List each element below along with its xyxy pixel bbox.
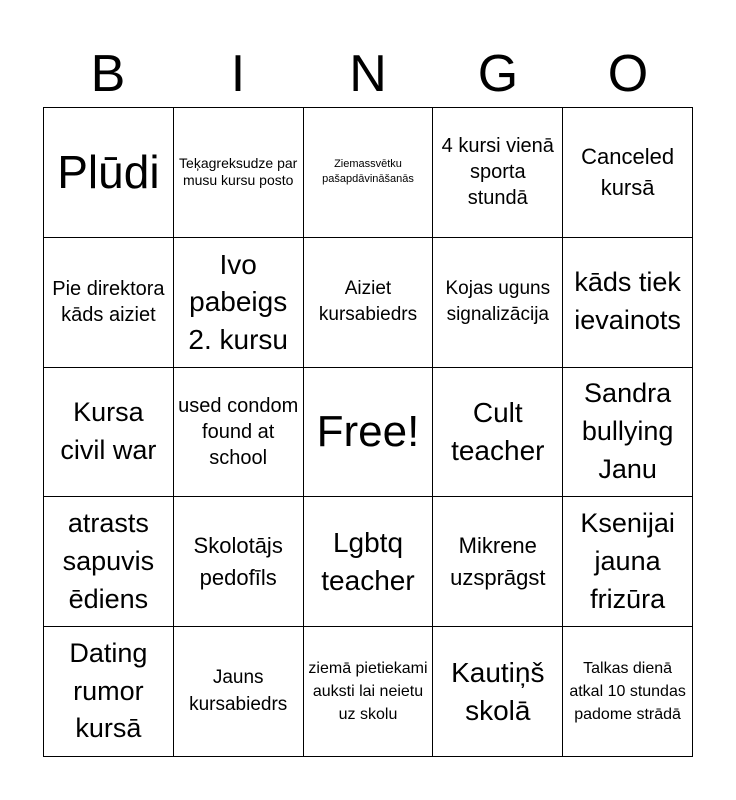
bingo-cell[interactable]: Sandra bullying Janu	[563, 368, 693, 498]
bingo-cell[interactable]: Ivo pabeigs 2. kursu	[174, 238, 304, 368]
bingo-header	[43, 44, 693, 104]
free-space[interactable]: Free!	[304, 368, 434, 498]
header-letter-n: N	[349, 45, 387, 103]
bingo-cell[interactable]: Kautiņš skolā	[433, 627, 563, 757]
bingo-cell[interactable]: Ksenijai jauna frizūra	[563, 497, 693, 627]
bingo-cell[interactable]: 4 kursi vienā sporta stundā	[433, 108, 563, 238]
bingo-cell[interactable]: Canceled kursā	[563, 108, 693, 238]
bingo-cell[interactable]: Mikrene uzsprāgst	[433, 497, 563, 627]
bingo-cell[interactable]: Dating rumor kursā	[44, 627, 174, 757]
bingo-cell[interactable]: Kursa civil war	[44, 368, 174, 498]
header-letter-b: B	[90, 45, 126, 103]
bingo-cell[interactable]: kāds tiek ievainots	[563, 238, 693, 368]
bingo-cell[interactable]: Kojas uguns signalizācija	[433, 238, 563, 368]
bingo-cell[interactable]: Cult teacher	[433, 368, 563, 498]
bingo-cell[interactable]: Teķagreksudze par musu kursu posto	[174, 108, 304, 238]
bingo-cell[interactable]: Ziemassvētku pašapdāvināšanās	[304, 108, 434, 238]
bingo-cell[interactable]: ziemā pietiekami auksti lai neietu uz skolu	[304, 627, 434, 757]
bingo-cell[interactable]: Jauns kursabiedrs	[174, 627, 304, 757]
bingo-cell[interactable]: Pie direktora kāds aiziet	[44, 238, 174, 368]
bingo-cell[interactable]: Lgbtq teacher	[304, 497, 434, 627]
bingo-cell[interactable]: Skolotājs pedofīls	[174, 497, 304, 627]
bingo-cell[interactable]: Plūdi	[44, 108, 174, 238]
header-letter-g: G	[477, 45, 519, 103]
bingo-cell[interactable]: Talkas dienā atkal 10 stundas padome strādā	[563, 627, 693, 757]
bingo-cell[interactable]: atrasts sapuvis ēdiens	[44, 497, 174, 627]
header-letter-o: O	[607, 45, 649, 103]
header-letter-i: I	[230, 45, 246, 103]
bingo-cell[interactable]: Aiziet kursabiedrs	[304, 238, 434, 368]
bingo-board	[43, 107, 693, 757]
bingo-cell[interactable]: used condom found at school	[174, 368, 304, 498]
